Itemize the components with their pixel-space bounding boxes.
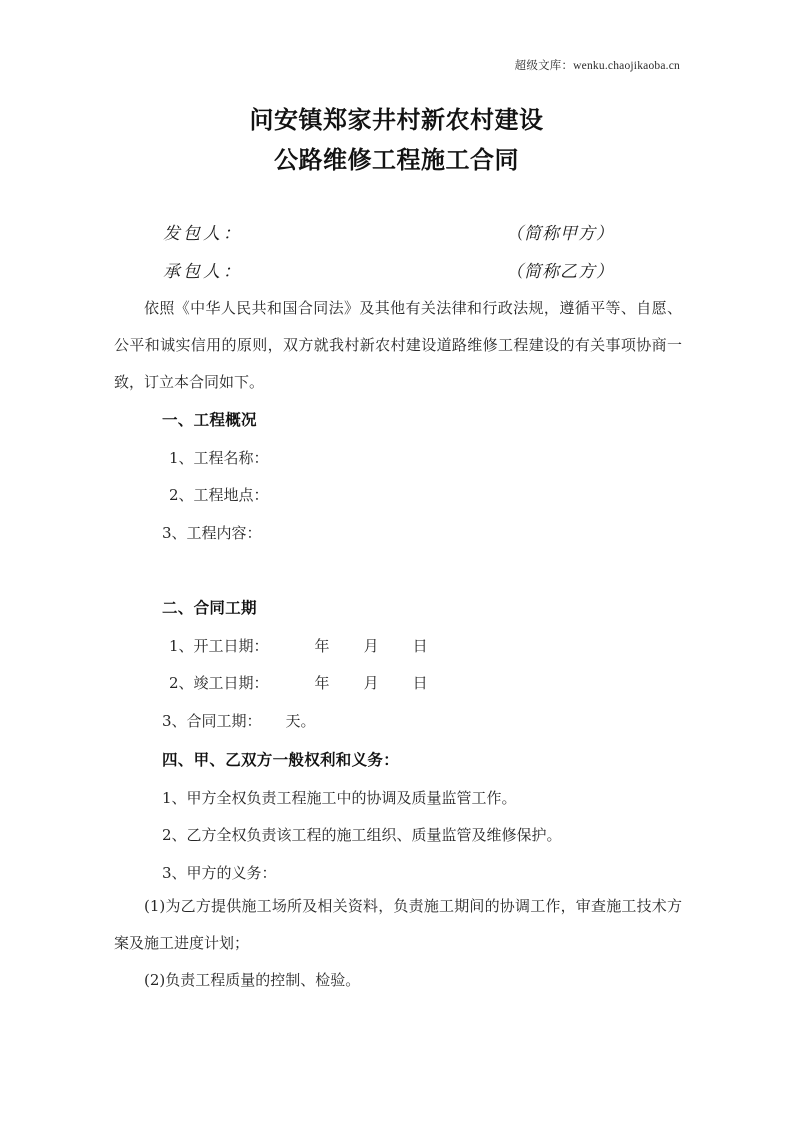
section-2-item-3 bbox=[162, 709, 316, 733]
section-heading-1: 一、工程概况 bbox=[162, 411, 257, 429]
start-date-month: 月 bbox=[363, 637, 379, 655]
end-date-label: 2、竣工日期： bbox=[169, 674, 269, 692]
section-2-item-2 bbox=[169, 671, 428, 695]
obligation-item-2: (2)负责工程质量的控制、检验。 bbox=[144, 971, 361, 989]
duration-label: 3、合同工期： bbox=[162, 712, 262, 730]
section-heading-4: 四、甲、乙双方一般权利和义务： bbox=[162, 751, 400, 769]
party-b-alias: （简称乙方） bbox=[506, 262, 614, 282]
preamble-paragraph: 依照《中华人民共和国合同法》及其他有关法律和行政法规，遵循平等、自愿、公平和诚实信用的原则，双方就我村新农村建设道路维修工程建设的有关事项协商一致，订立本合同如下。 bbox=[114, 299, 682, 391]
document-title bbox=[0, 100, 793, 180]
duration-unit: 天。 bbox=[285, 712, 316, 730]
source-watermark: 超级文库：wenku.chaojikaoba.cn bbox=[514, 60, 680, 72]
end-date-day: 日 bbox=[412, 674, 428, 692]
section-4-item-1: 1、甲方全权负责工程施工中的协调及质量监管工作。 bbox=[162, 789, 517, 807]
party-a-label: 发包人： bbox=[163, 224, 243, 244]
obligation-item-1: (1)为乙方提供施工场所及相关资料，负责施工期间的协调工作，审查施工技术方案及施工进度计划； bbox=[114, 897, 682, 952]
end-date-month: 月 bbox=[363, 674, 379, 692]
start-date-label: 1、开工日期： bbox=[169, 637, 269, 655]
party-b-label: 承包人： bbox=[163, 262, 243, 282]
section-1-item-3: 3、工程内容： bbox=[162, 524, 262, 542]
section-4-item-2: 2、乙方全权负责该工程的施工组织、质量监管及维修保护。 bbox=[162, 826, 562, 844]
title-line-2: 公路维修工程施工合同 bbox=[274, 146, 519, 174]
title-line-1: 问安镇郑家井村新农村建设 bbox=[249, 106, 544, 134]
start-date-day: 日 bbox=[412, 637, 428, 655]
party-row-a bbox=[163, 219, 683, 251]
end-date-year: 年 bbox=[314, 674, 330, 692]
party-a-alias: （简称甲方） bbox=[506, 224, 614, 244]
section-2-item-1 bbox=[169, 634, 428, 658]
section-4-item-3: 3、甲方的义务： bbox=[162, 864, 277, 882]
party-row-b bbox=[163, 257, 683, 289]
section-1-item-1: 1、工程名称： bbox=[169, 449, 269, 467]
section-1-item-2: 2、工程地点： bbox=[169, 486, 269, 504]
section-heading-2: 二、合同工期 bbox=[162, 599, 257, 617]
start-date-year: 年 bbox=[314, 637, 330, 655]
